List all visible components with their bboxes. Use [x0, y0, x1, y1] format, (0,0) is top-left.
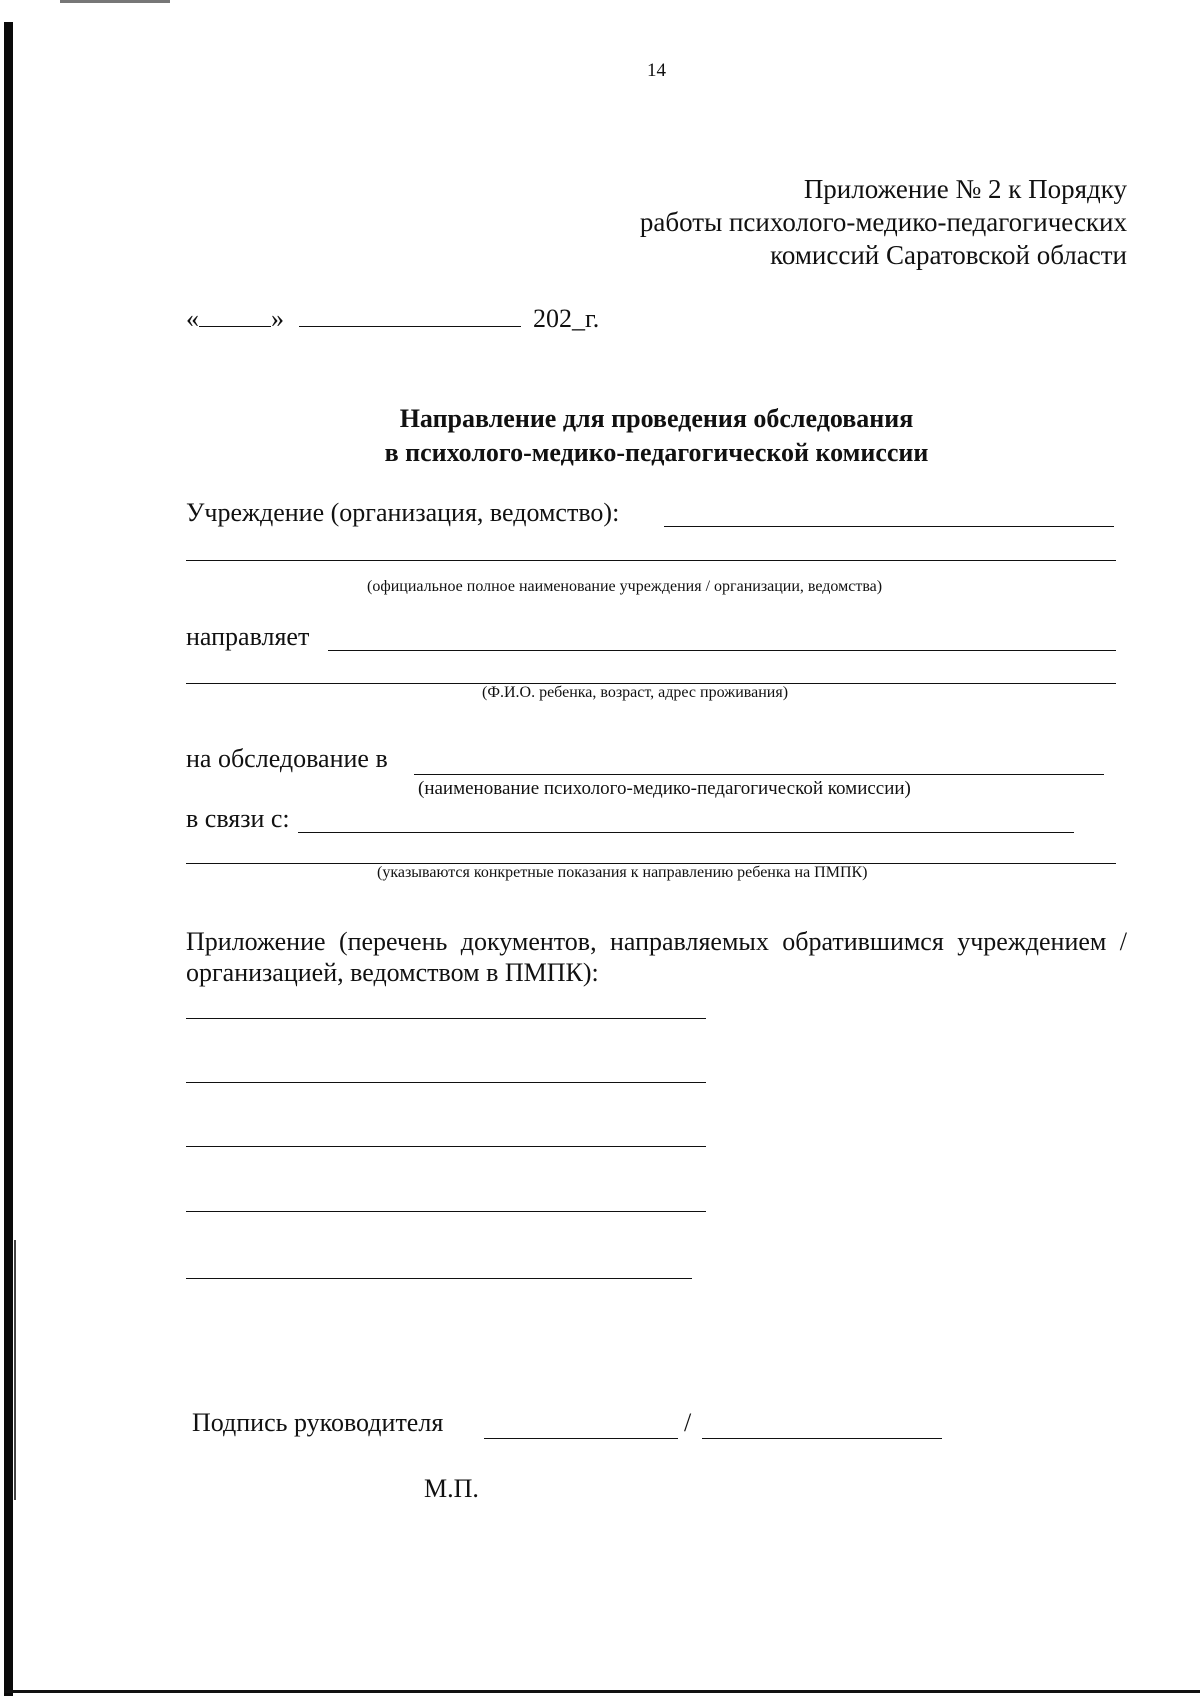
attachment-line-3[interactable] — [186, 1146, 706, 1147]
date-close-quote: » — [271, 304, 284, 333]
signature-name-field[interactable] — [702, 1438, 942, 1439]
date-year: 202_г. — [533, 304, 600, 333]
reason-field-line-1[interactable] — [298, 832, 1074, 833]
attachment-line-4[interactable] — [186, 1211, 706, 1212]
child-field-line-1[interactable] — [328, 650, 1116, 651]
scan-edge-bottom — [4, 1690, 1200, 1693]
commission-field-line[interactable] — [414, 774, 1104, 775]
appendix-header-line-1: Приложение № 2 к Порядку — [803, 174, 1127, 204]
institution-caption: (официальное полное наименование учреждения / организации, ведомства) — [367, 578, 883, 595]
signature-field[interactable] — [484, 1438, 678, 1439]
scan-edge-left — [4, 22, 13, 1696]
child-label: направляет — [186, 622, 310, 651]
appendix-header-line-3: комиссий Саратовской области — [770, 240, 1127, 270]
date-day-blank[interactable] — [199, 302, 271, 327]
institution-field-line-2[interactable] — [186, 560, 1116, 561]
scan-edge-left-thin — [14, 1240, 16, 1500]
appendix-header-line-2: работы психолого-медико-педагогических — [639, 207, 1127, 237]
institution-field-line-1[interactable] — [664, 526, 1114, 527]
institution-label: Учреждение (организация, ведомство): — [186, 498, 620, 527]
date-line — [186, 302, 599, 334]
commission-caption: (наименование психолого-медико-педагогической комиссии) — [418, 778, 911, 799]
commission-label: на обследование в — [186, 744, 388, 773]
document-title-line-1: Направление для проведения обследования — [399, 404, 914, 433]
attachments-text: Приложение (перечень документов, направляемых обратившимся учреждением / организацией, ведомством в ПМПК): — [186, 927, 1127, 987]
signature-separator: / — [684, 1408, 692, 1437]
stamp-place-label: М.П. — [424, 1474, 479, 1503]
attachment-line-2[interactable] — [186, 1082, 706, 1083]
signature-label: Подпись руководителя — [192, 1408, 444, 1437]
page-number: 14 — [647, 60, 666, 81]
date-open-quote: « — [186, 304, 199, 333]
attachment-line-5[interactable] — [186, 1278, 692, 1279]
date-month-blank[interactable] — [299, 302, 521, 327]
reason-label: в связи с: — [186, 804, 290, 833]
attachment-line-1[interactable] — [186, 1018, 706, 1019]
child-caption: (Ф.И.О. ребенка, возраст, адрес проживания) — [482, 684, 789, 701]
document-title-line-2: в психолого-медико-педагогической комиссии — [384, 438, 929, 467]
reason-caption: (указываются конкретные показания к направлению ребенка на ПМПК) — [377, 864, 868, 881]
scan-artifact-top — [60, 0, 170, 3]
